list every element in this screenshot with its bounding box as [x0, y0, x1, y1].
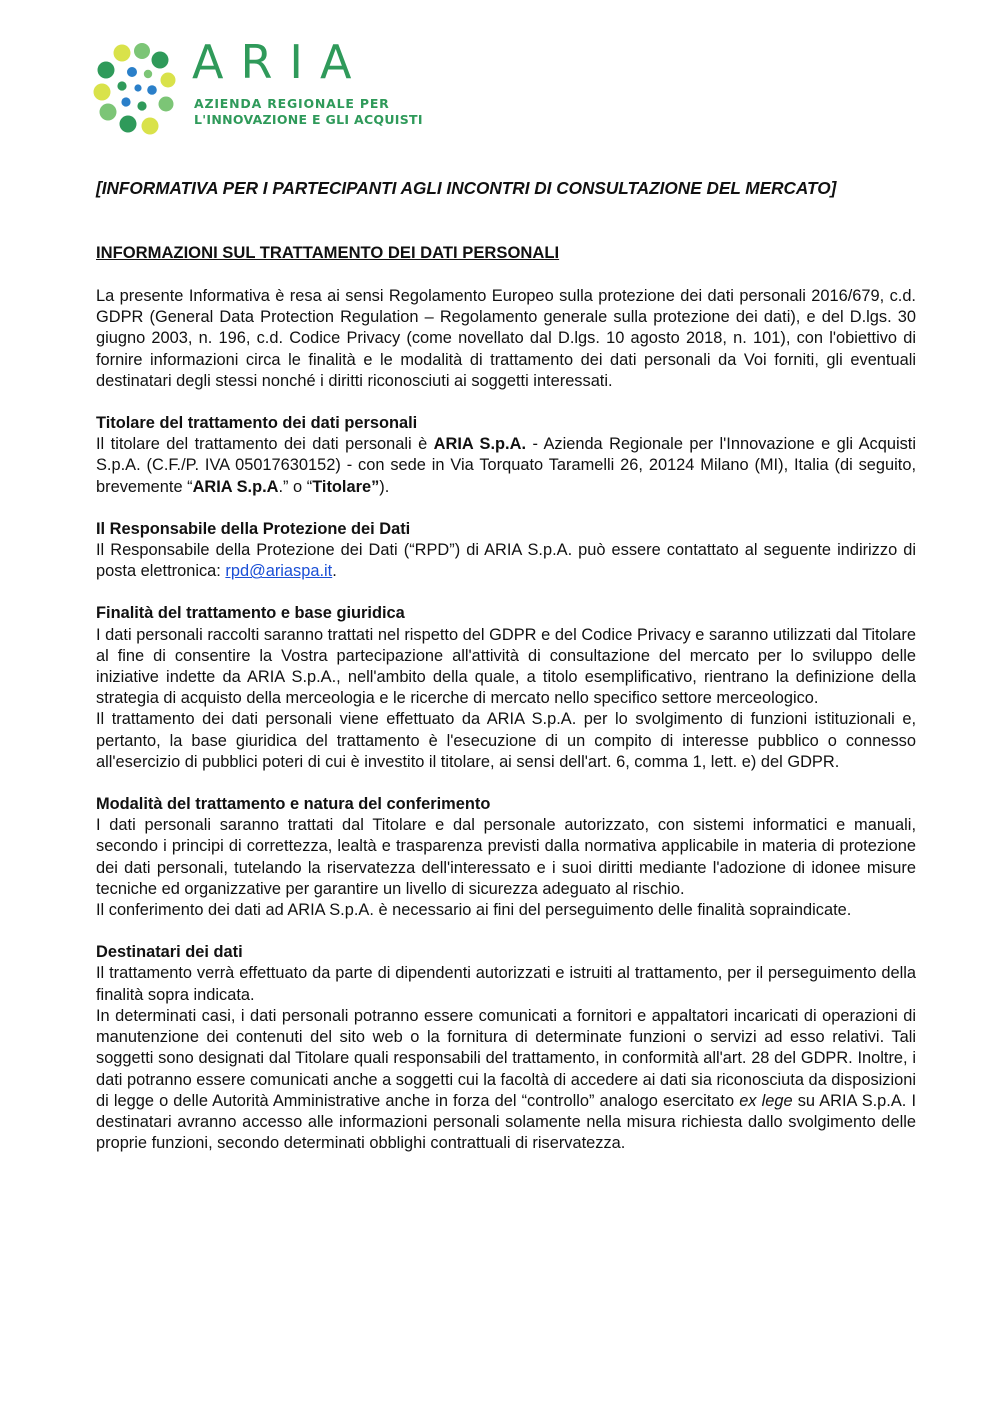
bold-run: ARIA S.p.A.: [433, 435, 526, 454]
text-run: - Azienda Regionale per l'Innovazione e gli Acquisti S.p.A. (C.F./P. IVA 05017630152) - con sede in Via Torquato Taramelli 26, 20124 Milano (MI), Italia (di seguito, brevemente “: [96, 435, 917, 496]
finalita-paragraph-2: Il trattamento dei dati personali viene effettuato da ARIA S.p.A. per lo svolgimento di funzioni istituzionali e, pertanto, la base giuridica del trattamento è l'esecuzione di un compito di interesse pubblico o connesso all'esercizio di pubblici poteri di cui è investito il titolare, ai sensi dell'art. 6, comma 1, lett. e) del GDPR.: [96, 710, 916, 771]
destinatari-paragraph-2: [96, 1006, 916, 1154]
text-run: Il titolare del trattamento dei dati personali è: [96, 435, 434, 454]
text-run: .” o “: [278, 477, 313, 496]
rpd-email-link[interactable]: rpd@ariaspa.it: [225, 562, 333, 581]
destinatari-paragraph-1: Il trattamento verrà effettuato da parte di dipendenti autorizzati e istruiti al trattamento, per il perseguimento della finalità sopra indicata.: [96, 964, 916, 1004]
rpd-paragraph: [96, 540, 916, 582]
modalita-paragraph-2: Il conferimento dei dati ad ARIA S.p.A. è necessario ai fini del perseguimento delle finalità sopraindicate.: [96, 901, 852, 920]
titolare-heading: Titolare del trattamento dei dati personali: [96, 414, 418, 433]
logo-subtitle-line2: L'INNOVAZIONE E GLI ACQUISTI: [194, 112, 423, 127]
finalita-paragraph-1: I dati personali raccolti saranno trattati nel rispetto del GDPR e del Codice Privacy e saranno utilizzati dal Titolare al fine di consentire la Vostra partecipazione all'attività di consultazione del mercato per lo sviluppo delle iniziative indette da ARIA S.p.A., nell'ambito della quale, a titolo esemplificativo, rientrano la definizione della strategia di acquisto della merceologia e le ricerche di mercato nello specifico settore merceologico.: [96, 625, 916, 708]
bold-run: Titolare”: [312, 477, 380, 496]
modalita-paragraph-1: I dati personali saranno trattati dal Titolare e dal personale autorizzato, con sistemi informatici e manuali, secondo i principi di correttezza, lealtà e trasparenza previsti dalla normativa applicabile in materia di protezione dei dati personali, tutelando la riservatezza dell'interessato e i suoi diritti mediante l'adozione di idonee misure tecniche ed organizzative per garantire un livello di sicurezza adeguato al rischio.: [96, 816, 916, 898]
text-run: Il Responsabile della Protezione dei Dati (“RPD”) di ARIA S.p.A. può essere contattato al seguente indirizzo di posta elettronica:: [96, 541, 916, 581]
aria-dots-logo-icon: [90, 40, 190, 140]
italic-run: ex lege: [739, 1091, 793, 1110]
bold-run: ARIA S.p.A: [192, 477, 279, 496]
finalita-heading: Finalità del trattamento e base giuridica: [96, 604, 405, 623]
logo-subtitle-line1: AZIENDA REGIONALE PER: [194, 96, 390, 111]
text-run: su ARIA S.p.A. I destinatari avranno accesso alle informazioni personali solamente nella misura richiesta dallo svolgimento delle proprie funzioni, secondo determinati obblighi contrattuali di riservatezza.: [96, 1091, 917, 1153]
destinatari-heading: Destinatari dei dati: [96, 943, 243, 962]
aria-logo: [90, 35, 423, 140]
document-title: [INFORMATIVA PER I PARTECIPANTI AGLI INCONTRI DI CONSULTAZIONE DEL MERCATO]: [96, 178, 837, 198]
logo-wordmark: ARIA: [192, 35, 369, 89]
section-heading: INFORMAZIONI SUL TRATTAMENTO DEI DATI PERSONALI: [96, 243, 560, 262]
intro-paragraph: La presente Informativa è resa ai sensi Regolamento Europeo sulla protezione dei dati personali 2016/679, c.d. GDPR (General Data Protection Regulation – Regolamento generale sulla protezione dei dati), e del D.lgs. 30 giugno 2003, n. 196, c.d. Codice Privacy (come novellato dal D.lgs. 10 agosto 2018, n. 101), con l'obiettivo di fornire informazioni circa le finalità e le modalità di trattamento dei dati personali da Voi forniti, gli eventuali destinatari degli stessi nonché i diritti riconosciuti ai soggetti interessati.: [96, 287, 916, 390]
text-run: In determinati casi, i dati personali potranno essere comunicati a fornitori e appaltatori incaricati di operazioni di manutenzione dei contenuti del sito web o la fornitura di determinate funzioni o servizi ad esso relativi. Tali soggetti sono designati dal Titolare quali responsabili del trattamento, in conformità all'art. 28 del GDPR. Inoltre, i dati potranno essere comunicati anche a soggetti cui la facoltà di accedere ai dati sia riconosciuta da disposizioni di legge o delle Autorità Amministrative anche in forza del “controllo” analogo esercitato: [96, 1006, 917, 1110]
modalita-heading: Modalità del trattamento e natura del conferimento: [96, 795, 491, 814]
text-run: .: [332, 562, 337, 581]
rpd-heading: Il Responsabile della Protezione dei Dati: [96, 519, 411, 538]
titolare-paragraph: [96, 434, 916, 498]
document-body: [96, 286, 916, 1154]
text-run: ).: [379, 477, 390, 496]
